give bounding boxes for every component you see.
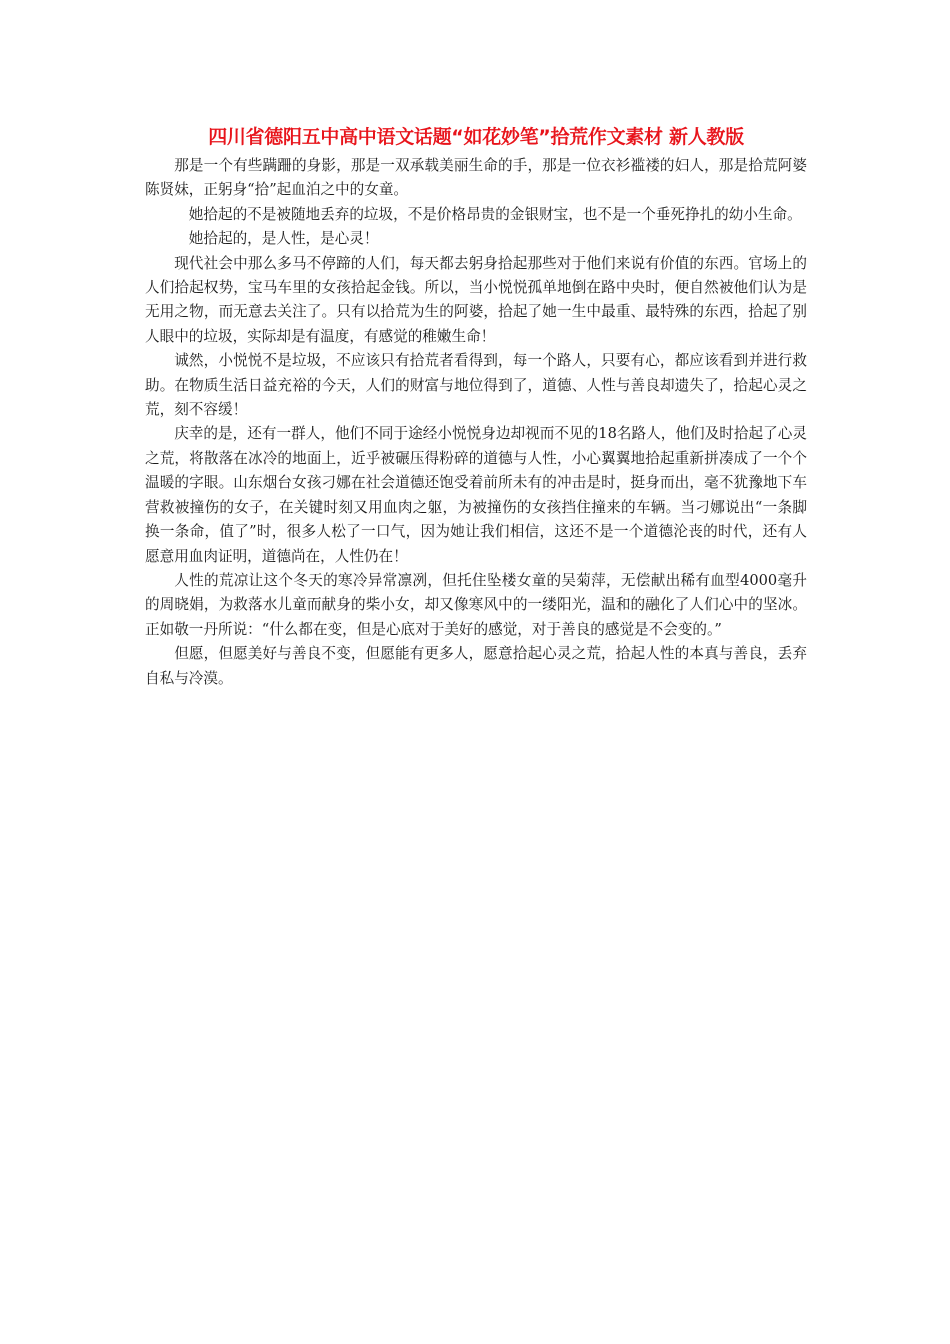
paragraph-6: 庆幸的是，还有一群人，他们不同于途经小悦悦身边却视而不见的18名路人，他们及时拾起了心灵之荒，将散落在冰冷的地面上，近乎被碾压得粉碎的道德与人性，小心翼翼地拾起重新拼凑成了一个个温暖的字眼。山东烟台女孩刁娜在社会道德还饱受着前所未有的冲击是时，挺身而出，毫不犹豫地下车营救被撞伤的女子，在关键时刻又用血肉之躯，为被撞伤的女孩挡住撞来的车辆。当刁娜说出“一条脚换一条命，值了”时，很多人松了一口气，因为她让我们相信，这还不是一个道德沦丧的时代，还有人愿意用血肉证明，道德尚在，人性仍在！ (145, 425, 807, 565)
paragraph-5: 诚然，小悦悦不是垃圾，不应该只有拾荒者看得到，每一个路人，只要有心，都应该看到并进行救助。在物质生活日益充裕的今天，人们的财富与地位得到了，道德、人性与善良却遗失了，拾起心灵之荒，刻不容缓！ (145, 352, 807, 419)
paragraph-8: 但愿，但愿美好与善良不变，但愿能有更多人，愿意拾起心灵之荒，拾起人性的本真与善良，丢弃自私与冷漠。 (145, 645, 807, 687)
paragraph-1: 那是一个有些蹒跚的身影，那是一双承载美丽生命的手，那是一位衣衫褴褛的妇人，那是拾荒阿婆陈贤妹，正躬身“拾”起血泊之中的女童。 (145, 157, 807, 199)
document-body (145, 124, 807, 691)
paragraph-3: 她拾起的，是人性，是心灵！ (188, 230, 379, 248)
paragraph-2: 她拾起的不是被随地丢弃的垃圾，不是价格昂贵的金银财宝，也不是一个垂死挣扎的幼小生命。 (188, 205, 802, 223)
paragraph-4: 现代社会中那么多马不停蹄的人们，每天都去躬身拾起那些对于他们来说有价值的东西。官场上的人们拾起权势，宝马车里的女孩拾起金钱。所以，当小悦悦孤单地倒在路中央时，便自然被他们认为是无用之物，而无意去关注了。只有以拾荒为生的阿婆，拾起了她一生中最重、最特殊的东西，拾起了别人眼中的垃圾，实际却是有温度，有感觉的稚嫩生命！ (145, 254, 807, 345)
paragraph-7: 人性的荒凉让这个冬天的寒冷异常凛冽，但托住坠楼女童的吴菊萍，无偿献出稀有血型4000毫升的周晓娟，为救落水儿童而献身的柴小女，却又像寒风中的一缕阳光，温和的融化了人们心中的坚冰。正如敬一丹所说：“什么都在变，但是心底对于美好的感觉，对于善良的感觉是不会变的。” (145, 571, 807, 638)
document-title: 四川省德阳五中高中语文话题“如花妙笔”拾荒作文素材 新人教版 (208, 126, 744, 148)
